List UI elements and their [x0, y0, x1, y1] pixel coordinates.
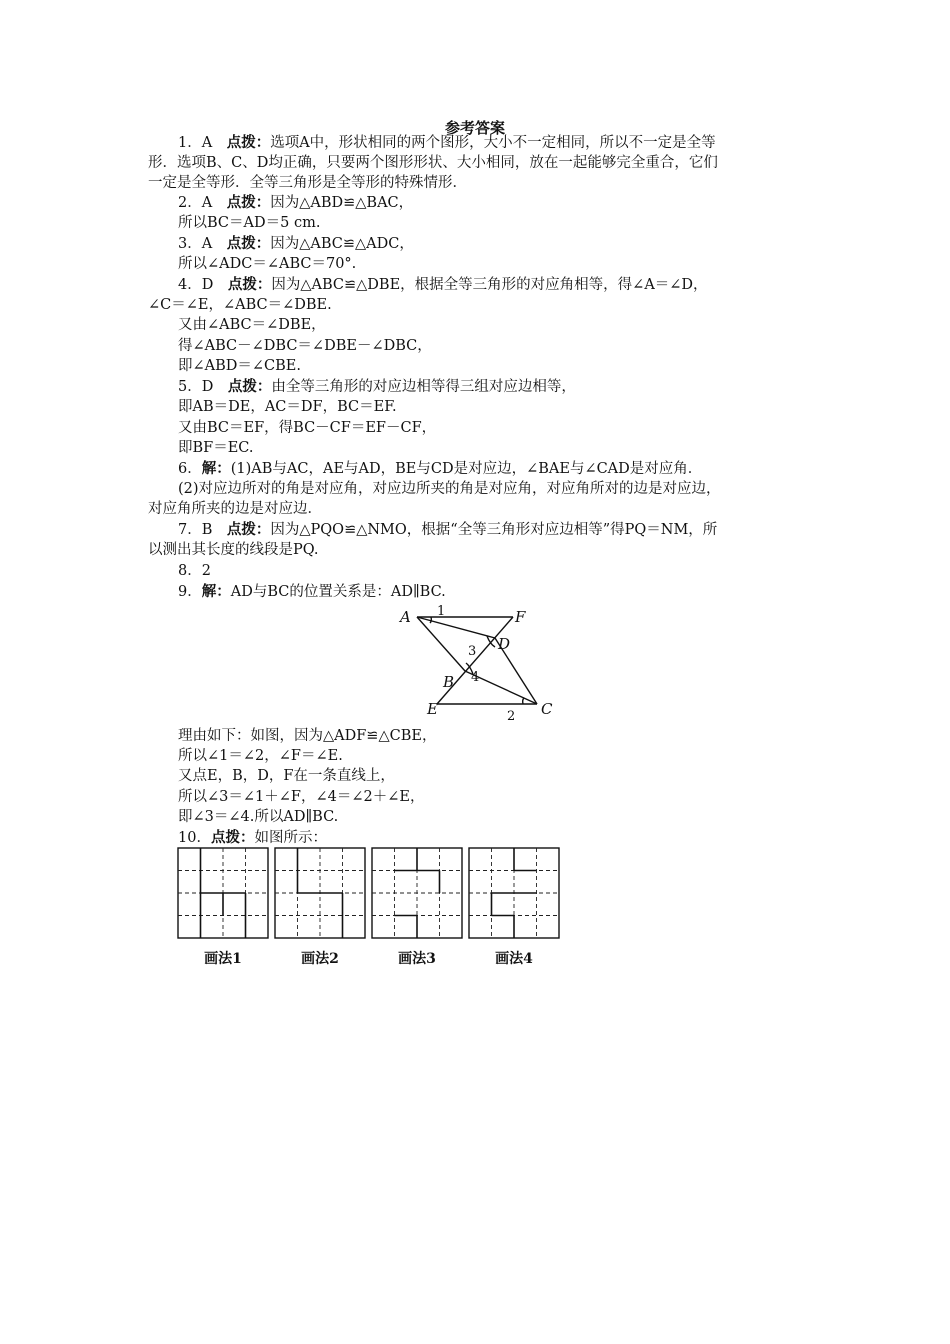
label-E: E: [427, 700, 438, 718]
q10-line-1: 10．点拨：如图所示：: [178, 829, 327, 846]
grid-4: [469, 848, 559, 938]
label-D: D: [498, 635, 511, 653]
grid-1: [178, 848, 268, 938]
q7-line-2: 以测出其长度的线段是PQ.: [148, 542, 319, 558]
q3-line-1: 3．A 点拨：因为△ABC≌△ADC，: [178, 235, 414, 252]
q8-line-1: 8．2: [178, 563, 211, 579]
grid-caption-1: 画法1: [204, 951, 242, 967]
q9-line-4: 又点E，B，D，F在一条直线上，: [178, 768, 395, 784]
q2-line-1: 2．A 点拨：因为△ABD≌△BAC，: [178, 194, 414, 211]
grid-caption-4: 画法4: [495, 951, 533, 967]
q5-line-4: 即BF＝EC.: [178, 440, 254, 456]
q5-line-3: 又由BC＝EF，得BC－CF＝EF－CF，: [178, 420, 437, 436]
q4-line-1: 4．D 点拨：因为△ABC≌△DBE，根据全等三角形的对应角相等，得∠A＝∠D，: [178, 276, 708, 293]
label-angle-2: 2: [507, 709, 516, 721]
q3-line-2: 所以∠ADC＝∠ABC＝70°.: [178, 256, 357, 272]
q4-line-2: ∠C＝∠E，∠ABC＝∠DBE.: [148, 297, 332, 313]
q2-line-2: 所以BC＝AD＝5 cm.: [178, 215, 321, 231]
grid-3: [372, 848, 462, 938]
grid-drawings: [175, 846, 565, 942]
q4-line-4: 得∠ABC－∠DBC＝∠DBE－∠DBC，: [178, 338, 432, 354]
label-C: C: [541, 700, 553, 718]
q1-line-2: 形．选项B、C、D均正确，只要两个图形形状、大小相同，放在一起能够完全重合，它们: [148, 155, 718, 171]
angle-2-arc: [523, 698, 524, 704]
q4-line-3: 又由∠ABC＝∠DBE，: [178, 317, 326, 333]
q9-line-5: 所以∠3＝∠1＋∠F，∠4＝∠2＋∠E，: [178, 789, 425, 805]
q5-line-1: 5．D 点拨：由全等三角形的对应边相等得三组对应边相等，: [178, 378, 576, 395]
grid-caption-3: 画法3: [398, 951, 436, 967]
q9-line-6: 即∠3＝∠4.所以AD∥BC.: [178, 809, 339, 825]
segment-AB: [417, 617, 465, 671]
geometry-figure: [395, 603, 560, 721]
label-angle-3: 3: [468, 644, 477, 659]
q5-line-2: 即AB＝DE，AC＝DF，BC＝EF.: [178, 399, 397, 415]
q6-line-1: 6．解：(1)AB与AC，AE与AD，BE与CD是对应边，∠BAE与∠CAD是对应角．: [178, 460, 703, 477]
q1-line-1: 1．A 点拨：选项A中，形状相同的两个图形，大小不一定相同，所以不一定是全等: [178, 134, 716, 151]
q1-line-3: 一定是全等形．全等三角形是全等形的特殊情形．: [148, 175, 467, 191]
label-F: F: [515, 608, 526, 626]
q9-line-1: 9．解：AD与BC的位置关系是：AD∥BC.: [178, 583, 446, 600]
q7-line-1: 7．B 点拨：因为△PQO≌△NMO，根据“全等三角形对应边相等”得PQ＝NM，所: [178, 521, 718, 538]
grid-2: [275, 848, 365, 938]
label-angle-4: 4: [471, 670, 480, 685]
q4-line-5: 即∠ABD＝∠CBE.: [178, 358, 301, 374]
page-title: 参考答案: [444, 119, 505, 137]
q9-line-2: 理由如下：如图，因为△ADF≌△CBE，: [178, 728, 437, 744]
q6-line-3: 对应角所夹的边是对应边．: [148, 501, 322, 517]
segment-AD: [417, 617, 495, 638]
q9-line-3: 所以∠1＝∠2，∠F＝∠E.: [178, 748, 343, 764]
label-angle-1: 1: [437, 604, 446, 619]
label-B: B: [443, 673, 455, 691]
label-A: A: [400, 608, 411, 626]
grid-caption-2: 画法2: [301, 951, 339, 967]
q6-line-2: (2)对应边所对的角是对应角，对应边所夹的角是对应角，对应角所对的边是对应边，: [178, 481, 721, 497]
